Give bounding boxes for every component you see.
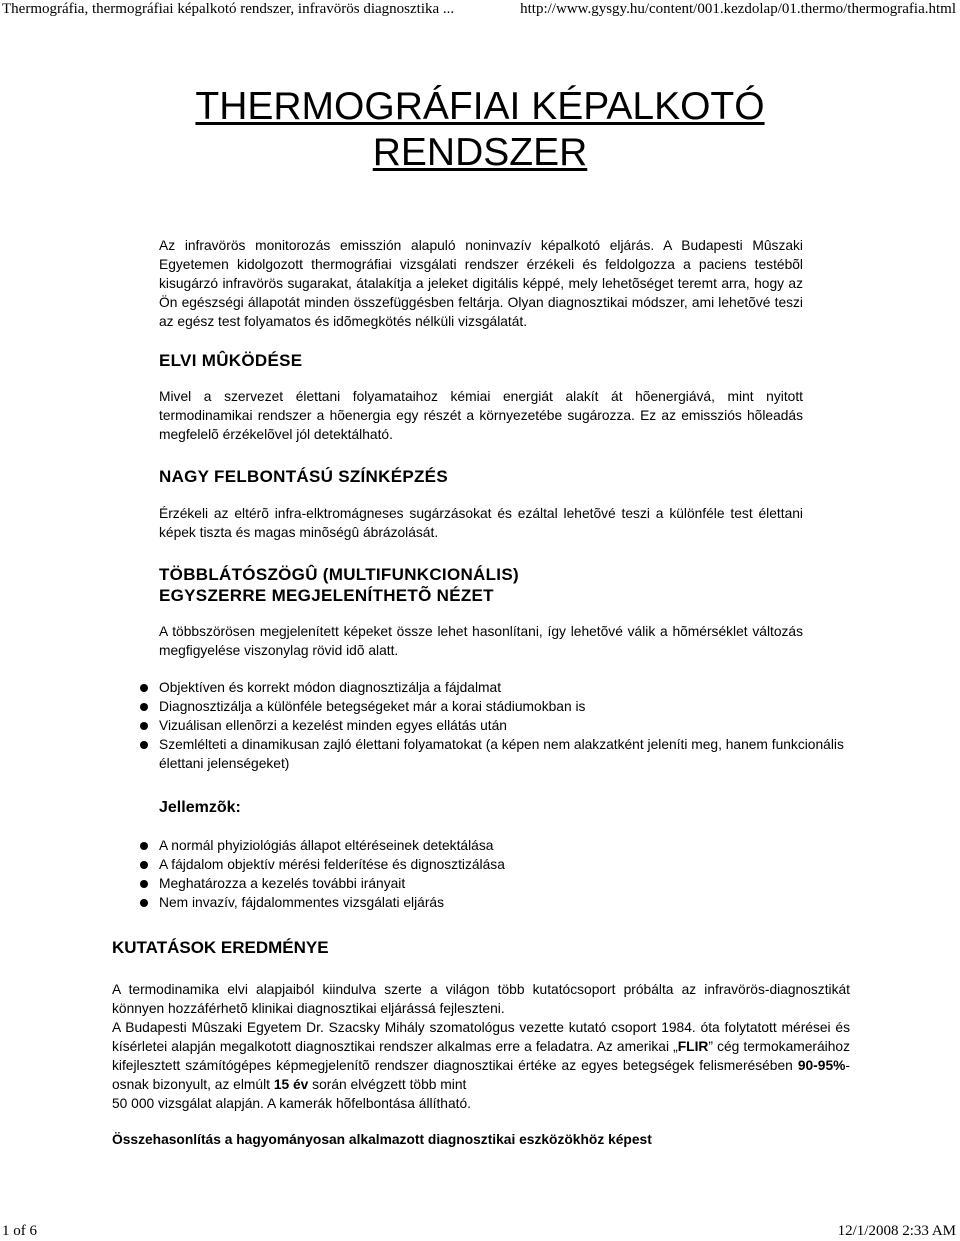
bullet-icon — [140, 741, 148, 749]
research-paragraph-2: A Budapesti Mûszaki Egyetem Dr. Szacsky Mihály szomatológus vezette kutató csoport 1984. óta folytatott mérései és kísérletei alapján megalkotott diagnosztikai rendszer alkalmas erre a feladatra. Az amerikai „FLIR” cég termokameráihoz kifejlesztett számítógépes képmegjelenítõ rendszer diagnosztikai értéke az egyes betegségek felismerésében 90-95%-osnak bizonyult, az elmúlt 15 év során elvégzett több mint — [112, 1020, 850, 1092]
elvi-paragraph: Mivel a szervezet élettani folyamataihoz kémiai energiát alakít át hõenergiává, mint nyitott termodinamikai rendszer a hõenergia egy részét a környezetébe sugározza. Ez az emissziós hõleadás megfelelõ érzékelõvel jól detektálható. — [159, 389, 803, 442]
main-content — [159, 236, 844, 912]
list-item: Meghatározza a kezelés további irányait — [159, 874, 855, 893]
tobb-paragraph: A többszörösen megjelenített képeket össze lehet hasonlítani, így lehetõvé válik a hõmérséklet változás megfigyelése viszonylag rövid idõ alatt. — [159, 624, 803, 658]
page-tab-title: Thermográfia, thermográfiai képalkotó rendszer, infravörös diagnosztika ... — [2, 1, 455, 17]
heading-jellemzok: Jellemzõk: — [159, 799, 241, 816]
accuracy-percent: 90-95% — [797, 1058, 846, 1073]
print-timestamp: 12/1/2008 2:33 AM — [837, 1223, 956, 1239]
list-item: Diagnosztizálja a különféle betegségeket már a korai stádiumokban is — [159, 697, 855, 716]
comparison-heading: Összehasonlítás a hagyományosan alkalmazott diagnosztikai eszközökhöz képest — [112, 1132, 652, 1147]
page-title — [0, 84, 960, 176]
characteristics-list — [159, 836, 855, 912]
heading-kutatasok-eredmenye: KUTATÁSOK EREDMÉNYE — [112, 938, 329, 957]
bullet-icon — [140, 842, 148, 850]
list-item: Nem invazív, fájdalommentes vizsgálati eljárás — [159, 893, 855, 912]
heading-nagy-felbontasu: NAGY FELBONTÁSÚ SZÍNKÉPZÉS — [159, 467, 448, 486]
bullet-icon — [140, 899, 148, 907]
list-item: A normál phyiziológiás állapot eltéréseinek detektálása — [159, 836, 855, 855]
research-section — [112, 937, 850, 1149]
nagy-paragraph: Érzékeli az eltérõ infra-elktromágneses sugárzásokat és ezáltal lehetõvé teszi a különféle test élettani képek tiszta és magas minõségû ábrázolását. — [159, 506, 803, 540]
bullet-icon — [140, 861, 148, 869]
features-list — [159, 678, 855, 773]
list-item: Vizuálisan ellenõrzi a kezelést minden egyes ellátás után — [159, 716, 855, 735]
bullet-icon — [140, 722, 148, 730]
bullet-icon — [140, 684, 148, 692]
page-title-line-2: RENDSZER — [372, 131, 588, 174]
intro-paragraph: Az infravörös monitorozás emisszión alapuló noninvazív képalkotó eljárás. A Budapesti Mûszaki Egyetemen kidolgozott thermográfiai vizsgálati rendszer érzékeli és feldolgozza a paciens testébõl kisugárzó infravörös sugarakat, átalakítja a jeleket digitális képpé, mely lehetõséget teremt arra, hogy az Ön egészségi állapotát minden összefüggésben feltárja. Olyan diagnosztikai módszer, ami lehetõvé teszi az egész test folyamatos és idõmegkötés nélküli vizsgálatát. — [159, 238, 803, 329]
research-paragraph-3: 50 000 vizsgálat alapján. A kamerák hõfelbontása állítható. — [112, 1096, 471, 1111]
flir-brand: FLIR — [677, 1039, 709, 1054]
heading-tobblatoszogu-line-2: EGYSZERRE MEGJELENÍTHETÕ NÉZET — [159, 586, 494, 605]
heading-elvi-mukodese: ELVI MÛKÖDÉSE — [159, 351, 303, 370]
research-paragraph-1: A termodinamika elvi alapjaiból kiindulva szerte a világon több kutatócsoport próbálta az infravörös-diagnosztikát könnyen hozzáférhetõ klinikai diagnosztikai eljárássá fejleszteni. — [112, 982, 850, 1016]
heading-tobblatoszogu-line-1: TÖBBLÁTÓSZÖGÛ (MULTIFUNKCIONÁLIS) — [159, 565, 519, 584]
list-item: Objektíven és korrekt módon diagnosztizálja a fájdalmat — [159, 678, 855, 697]
heading-tobblatoszogu — [159, 564, 803, 606]
list-item: Szemlélteti a dinamikusan zajló élettani folyamatokat (a képen nem alakzatként jeleníti meg, hanem funkcionális élettani jelenségeket) — [159, 735, 855, 773]
bullet-icon — [140, 703, 148, 711]
bullet-icon — [140, 880, 148, 888]
list-item: A fájdalom objektív mérési felderítése és dignosztizálása — [159, 855, 855, 874]
page-title-line-1: THERMOGRÁFIAI KÉPALKOTÓ — [195, 85, 765, 128]
page-counter: 1 of 6 — [2, 1223, 37, 1239]
page-url[interactable]: http://www.gysgy.hu/content/001.kezdolap/01.thermo/thermografia.html — [520, 1, 956, 17]
years-count: 15 év — [273, 1077, 309, 1092]
